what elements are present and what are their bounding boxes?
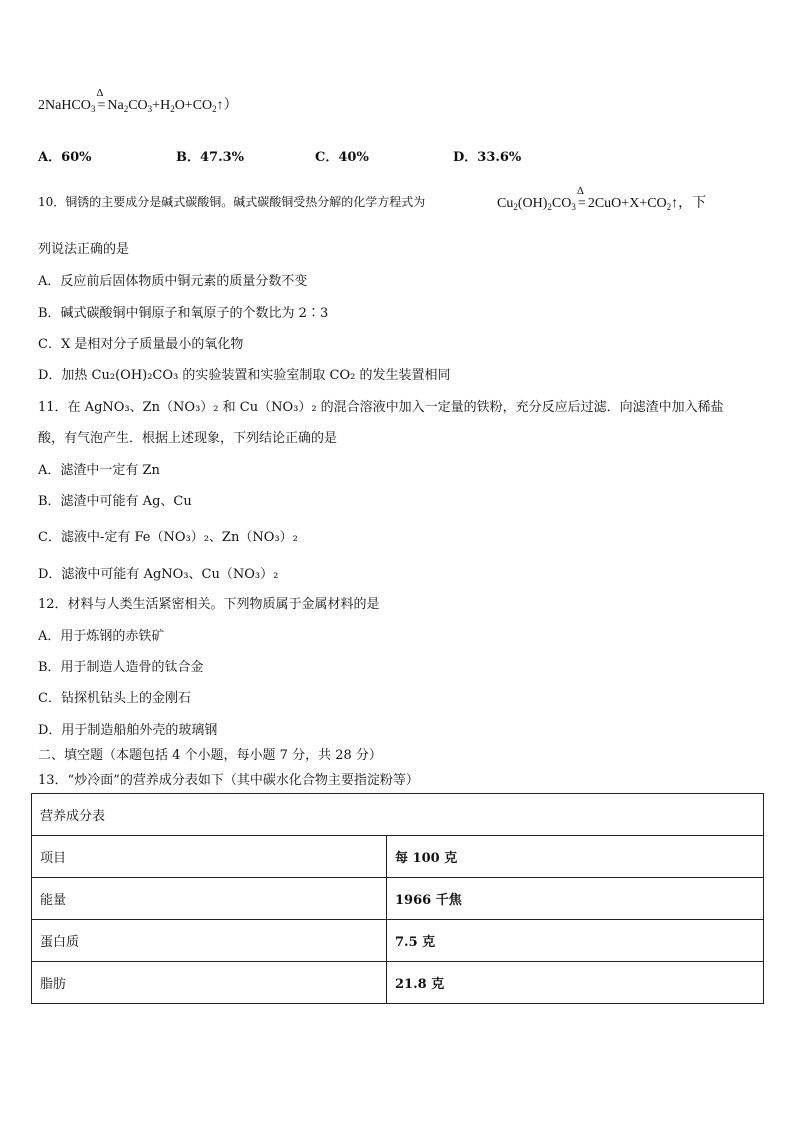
subscript: 2	[212, 104, 217, 114]
q9-option-a[interactable]: A．60%	[38, 150, 92, 165]
subscript: 2	[123, 104, 129, 114]
table-cell: 1966 千焦	[387, 878, 764, 920]
q9-option-b[interactable]: B．47.3%	[176, 150, 245, 165]
q11-option-b[interactable]: B．滤渣中可能有 Ag、Cu	[38, 494, 192, 509]
q10-stem-end: 列说法正确的是	[38, 242, 130, 257]
table-row	[32, 836, 764, 878]
q10-stem	[38, 193, 425, 210]
formula-part: +H	[152, 98, 171, 113]
table-title-row	[32, 794, 764, 836]
formula-part: ↑，下	[671, 196, 707, 211]
formula-part: CO	[551, 196, 572, 211]
subscript: 2	[513, 202, 518, 212]
q11-option-d[interactable]: D．滤液中可能有 AgNO₃、Cu（NO₃）₂	[38, 567, 279, 582]
nutrition-table	[31, 793, 764, 1004]
q11-stem-line1: 11．在 AgNO₃、Zn（NO₃）₂ 和 Cu（NO₃）₂ 的混合溶液中加入一定量的铁粉，充分反应后过滤．向滤渣中加入稀盐	[38, 400, 724, 415]
q10-stem-text: 10．铜锈的主要成分是碱式碳酸铜。碱式碳酸铜受热分解的化学方程式为	[38, 195, 426, 209]
table-cell: 项目	[32, 836, 387, 878]
formula-part: 2CuO+X+CO	[587, 196, 667, 211]
q12-option-d[interactable]: D．用于制造船舶外壳的玻璃钢	[38, 723, 218, 738]
q11-option-c[interactable]: C．滤液中-定有 Fe（NO₃）₂、Zn（NO₃）₂	[38, 530, 298, 545]
subscript: 3	[147, 104, 153, 114]
subscript: 2	[547, 202, 552, 212]
subscript: 2	[170, 104, 175, 114]
subscript: 3	[90, 104, 96, 114]
q9-equation	[38, 87, 238, 114]
table-title: 营养成分表	[32, 794, 764, 836]
q10-option-d[interactable]: D．加热 Cu₂(OH)₂CO₃ 的实验装置和实验室制取 CO₂ 的发生装置相同	[38, 368, 451, 383]
delta-symbol: Δ	[96, 87, 104, 99]
q12-stem: 12．材料与人类生活紧密相关。下列物质属于金属材料的是	[38, 597, 380, 612]
q9-option-c[interactable]: C．40%	[315, 150, 369, 165]
formula-part: Na	[107, 98, 124, 113]
table-cell: 脂肪	[32, 962, 387, 1004]
q12-option-b[interactable]: B．用于制造人造骨的钛合金	[38, 660, 204, 675]
q9-option-d[interactable]: D．33.6%	[453, 150, 522, 165]
table-row	[32, 962, 764, 1004]
q13-stem: 13．“炒冷面”的营养成分表如下（其中碳水化合物主要指淀粉等）	[38, 773, 419, 788]
q10-option-b[interactable]: B．碱式碳酸铜中铜原子和氧原子的个数比为 2∶3	[38, 306, 329, 321]
formula-part: ↑）	[216, 98, 238, 113]
formula-part: CO	[128, 98, 148, 113]
equals-sign: =	[97, 98, 106, 113]
formula-part: Cu	[497, 196, 514, 211]
q12-option-c[interactable]: C．钻探机钻头上的金刚石	[38, 691, 191, 706]
delta-symbol: Δ	[576, 185, 584, 197]
q10-option-a[interactable]: A．反应前后固体物质中铜元素的质量分数不变	[38, 274, 308, 289]
q10-option-c[interactable]: C．X 是相对分子质量最小的氧化物	[38, 337, 244, 352]
table-cell: 蛋白质	[32, 920, 387, 962]
q11-stem-line2: 酸，有气泡产生．根据上述现象，下列结论正确的是	[38, 431, 338, 446]
formula-part: O+CO	[174, 98, 213, 113]
section-heading: 二、填空题（本题包括 4 个小题，每小题 7 分，共 28 分）	[38, 748, 382, 763]
table-cell: 能量	[32, 878, 387, 920]
q11-option-a[interactable]: A．滤渣中一定有 Zn	[38, 463, 160, 478]
formula-part: (OH)	[517, 196, 548, 211]
q12-option-a[interactable]: A．用于炼钢的赤铁矿	[38, 629, 165, 644]
formula-part: 2NaHCO	[38, 98, 91, 113]
subscript: 3	[571, 202, 576, 212]
heating-equals	[95, 87, 107, 114]
q10-equation	[497, 185, 707, 212]
subscript: 2	[666, 202, 672, 212]
equals-sign: =	[577, 196, 586, 211]
table-cell: 7.5 克	[387, 920, 764, 962]
table-cell: 21.8 克	[387, 962, 764, 1004]
heating-equals	[576, 185, 588, 212]
table-row	[32, 878, 764, 920]
table-row	[32, 920, 764, 962]
table-cell: 每 100 克	[387, 836, 764, 878]
